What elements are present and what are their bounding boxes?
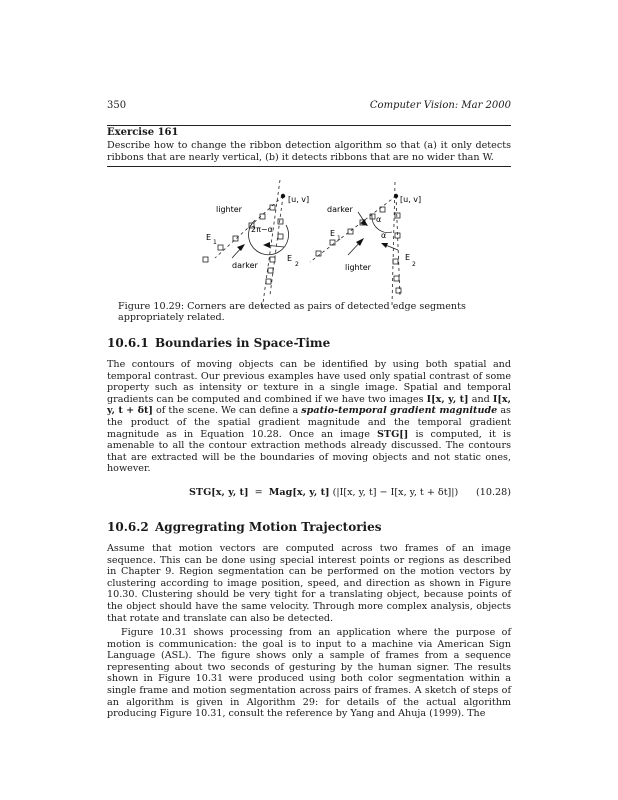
exercise-text: Describe how to change the ribbon detection algorithm so that (a) it only detects ribbons that are nearly vertical, (b) it detects ribbons that are no wider than W. bbox=[107, 140, 511, 163]
left-e2-arrowhead bbox=[263, 242, 270, 248]
defined-term: spatio-temporal gradient magnitude bbox=[301, 405, 498, 417]
section2-paragraph-2: Figure 10.31 shows processing from an application where the purpose of motion is communication: the goal is to input to a machine via American Sign Language (ASL). The figure shows only a sample of frames from a sequence representing about two seconds of gesturing by the human signer. The results shown in Figure 10.31 were produced using both color segmentation within a single frame and motion segmentation across pairs of frames. A sketch of steps of an algorithm is given in Algorithm 29: for details of the actual algorithm producing Figure 10.31, consult the reference by Yang and Ahuja (1999). The bbox=[107, 627, 511, 720]
left-region-top: lighter bbox=[216, 205, 242, 214]
section2-paragraph-1: Assume that motion vectors are computed across two frames of an image sequence. This can be done using special interest points or regions as described in Chapter 9. Region segmentation can be performed on the motion vectors by clustering according to image position, speed, and direction as shown in Figure 10.30. Clustering should be very tight for a translating object, because points of the object should have the same velocity. Through more complex analysis, objects that rotate and translate can also be detected. bbox=[107, 543, 511, 624]
running-title: Computer Vision: Mar 2000 bbox=[369, 100, 511, 111]
left-region-bottom: darker bbox=[232, 261, 258, 270]
left-edge-square bbox=[270, 257, 275, 262]
stg-symbol: STG[] bbox=[377, 428, 409, 440]
left-e2-sub: 2 bbox=[295, 261, 299, 268]
equation-10-28 bbox=[107, 487, 511, 501]
right-e1-sub: 1 bbox=[337, 235, 341, 242]
right-point-label: [u, v] bbox=[400, 195, 422, 204]
image-symbol: I[x, y, t + δt] bbox=[107, 393, 511, 417]
equation-number: (10.28) bbox=[476, 487, 511, 498]
left-edge-square bbox=[268, 268, 273, 273]
right-edge-square bbox=[395, 213, 400, 218]
exercise-title: Exercise 161 bbox=[107, 127, 179, 138]
right-angle-label-outer: α bbox=[381, 231, 387, 240]
section-number: 10.6.2 bbox=[107, 520, 149, 534]
section-number: 10.6.1 bbox=[107, 336, 149, 350]
left-corner-point bbox=[281, 194, 285, 198]
left-edge-square bbox=[278, 219, 283, 224]
left-e1-label: E bbox=[206, 233, 212, 242]
right-e2-sub: 2 bbox=[412, 261, 416, 268]
right-guide-line bbox=[392, 182, 395, 305]
right-region-top: darker bbox=[327, 205, 353, 214]
section1-paragraph: The contours of moving objects can be identified by using both spatial and temporal contrast. Our previous examples have used only spatial contrast of some property such as intensity or texture in a single image. Spatial and temporal gradients can be computed and combined if we have two images I[x, y, t] and I[x, y, t + δt] of the scene. We can define a spatio-temporal gradient magnitude as the product of the spatial gradient magnitude and the temporal gradient magnitude as in Equation 10.28. Once an image STG[] is computed, it is amenable to all the contour extraction methods already discussed. The contours that are extracted will be the boundaries of moving objects and not static ones, however. bbox=[107, 359, 511, 475]
section-title: Boundaries in Space-Time bbox=[155, 336, 331, 350]
equation-body: STG[x, y, t] = Mag[x, y, t] (|I[x, y, t] − I[x, y, t + δt]|) bbox=[189, 487, 459, 498]
page-number: 350 bbox=[107, 100, 127, 111]
section-heading-10-6-1 bbox=[107, 336, 330, 350]
right-e2-label: E bbox=[405, 253, 411, 262]
left-edge-square bbox=[266, 279, 271, 284]
right-edge-square bbox=[370, 214, 375, 219]
left-point-label: [u, v] bbox=[288, 195, 310, 204]
left-e1-sub: 1 bbox=[213, 239, 217, 246]
left-edge-square bbox=[233, 236, 238, 241]
section-title: Aggregrating Motion Trajectories bbox=[155, 520, 382, 534]
left-edge-square bbox=[203, 257, 208, 262]
right-edge-square bbox=[394, 276, 399, 281]
left-e1-arrowhead bbox=[237, 244, 245, 251]
section-heading-10-6-2 bbox=[107, 520, 381, 534]
right-angle-label-inner: α bbox=[376, 215, 382, 224]
image-symbol: I[x, y, t] bbox=[426, 393, 469, 405]
right-e2-arrowhead bbox=[381, 243, 388, 248]
left-edge-square bbox=[218, 245, 223, 250]
left-edge-square bbox=[278, 234, 283, 239]
right-region-bottom: lighter bbox=[345, 263, 371, 272]
right-edge-square bbox=[393, 259, 398, 264]
figure-caption: Figure 10.29: Corners are detected as pairs of detected edge segments appropriately related. bbox=[118, 301, 466, 323]
right-corner-point bbox=[394, 194, 398, 198]
left-e2-label: E bbox=[287, 254, 293, 263]
left-angle-label: 2π−α bbox=[251, 225, 273, 234]
right-e1-label: E bbox=[330, 229, 336, 238]
